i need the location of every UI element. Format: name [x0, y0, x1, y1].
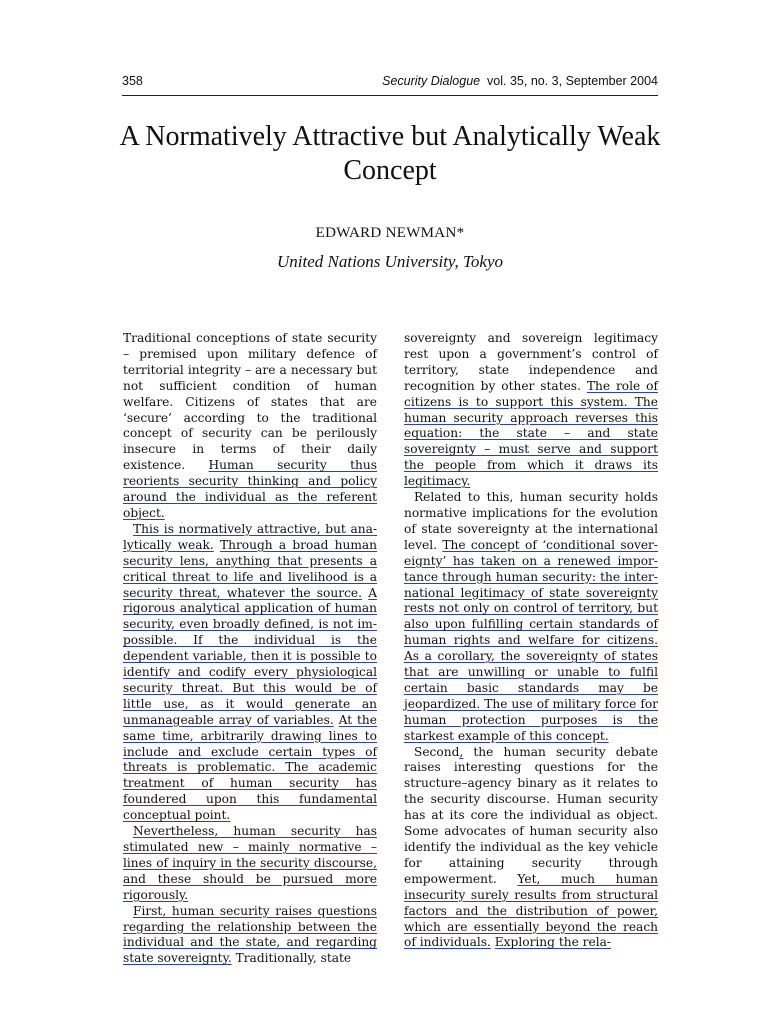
- paragraph: [404, 331, 658, 490]
- paragraph: [123, 522, 377, 824]
- paragraph: [404, 745, 658, 952]
- paragraph: [123, 904, 377, 968]
- highlighted-text: The concept of ‘conditional sovereignty’ has taken on a renewed importance through human security: the international legitimacy of state sovereignty rests not only on control of territory, but also upon fulfilling certain standards of human rights and welfare for citizens. As a corollary, the sovereignty of states that are unwilling or unable to fulfil certain basic standards may be jeopardized. The use of military force for human protection purposes is the starkest example of this concept.: [404, 537, 658, 743]
- text-span: sovereignty and sovereign legitimacy rest upon a government’s control of territory, state independence and recognition by other states.: [404, 331, 658, 393]
- paragraph: [404, 490, 658, 745]
- paragraph: [123, 331, 377, 522]
- highlighted-text: At the same time, arbitrarily drawing lines to include and exclude certain types of threats is problematic. The academic treatment of human security has foundered upon this fundamental conceptual point.: [123, 712, 377, 823]
- highlighted-text: First, human security raises questions regarding the relationship between the individual and the state, and regarding state sovereignty.: [123, 903, 377, 966]
- page-number: 358: [122, 74, 143, 88]
- author-affiliation: United Nations University, Tokyo: [276, 252, 504, 271]
- left-column: [123, 331, 377, 967]
- paragraph: [123, 824, 377, 904]
- header-rule: [122, 95, 658, 96]
- author-name: EDWARD NEWMAN*: [315, 225, 465, 241]
- highlighted-text: Exploring the rela-: [494, 935, 611, 950]
- highlighted-text: Human security thus reorients security thinking and policy around the individual as the referent object.: [123, 458, 378, 520]
- text-span: Traditionally, state: [231, 951, 352, 966]
- journal-details: vol. 35, no. 3, September 2004: [487, 74, 658, 88]
- highlighted-text: ,: [459, 744, 464, 759]
- highlighted-text: This is normatively attractive, but analytically weak.: [123, 521, 377, 552]
- highlighted-text: The role of citizens is to support this system. The human security approach reverses this equation: the state – and state sovereignty – must serve and support the people from which it draws its legitimacy.: [404, 378, 658, 489]
- highlighted-text: A rigorous analytical application of human security, even broadly defined, is not impossible. If the individual is the dependent variable, then it is possible to identify and codify every physiological security threat. But this would be of little use, as it would generate an unmanageable array of variables.: [123, 585, 377, 727]
- highlighted-text: Through a broad human security lens, anything that presents a critical threat to life and livelihood is a security threat, whatever the source.: [123, 537, 378, 600]
- article-title: A Normatively Attractive but Analytically Weak Concept: [119, 121, 661, 186]
- text-span: Second: [414, 744, 460, 759]
- highlighted-text: Yet, much human insecurity surely results from structural factors and the distribution of power, which are essentially beyond the reach of individuals.: [404, 871, 658, 950]
- right-column: [404, 331, 658, 951]
- highlighted-text: Nevertheless, human security has stimulated new – mainly normative – lines of inquiry in the security discourse, and these should be pursued more rigorously.: [123, 824, 377, 902]
- journal-name: Security Dialogue: [382, 74, 481, 88]
- journal-citation: [382, 74, 658, 88]
- text-span: the human security debate raises interesting questions for the structure–agency binary as it relates to the security discourse. Human security has at its core the individual as object. Some advocates of human security also identify the individual as the key vehicle for attaining security through empowerment.: [404, 744, 658, 886]
- text-span: Related to this, human security holds normative implications for the evolution of state sovereignty at the international level.: [404, 490, 658, 552]
- text-span: Traditional conceptions of state security – premised upon military defence of territorial integrity – are a necessary but not sufficient condition of human welfare. Citizens of states that are ‘secure’ according to the traditional concept of security can be perilously insecure in terms of their daily existence.: [123, 331, 377, 473]
